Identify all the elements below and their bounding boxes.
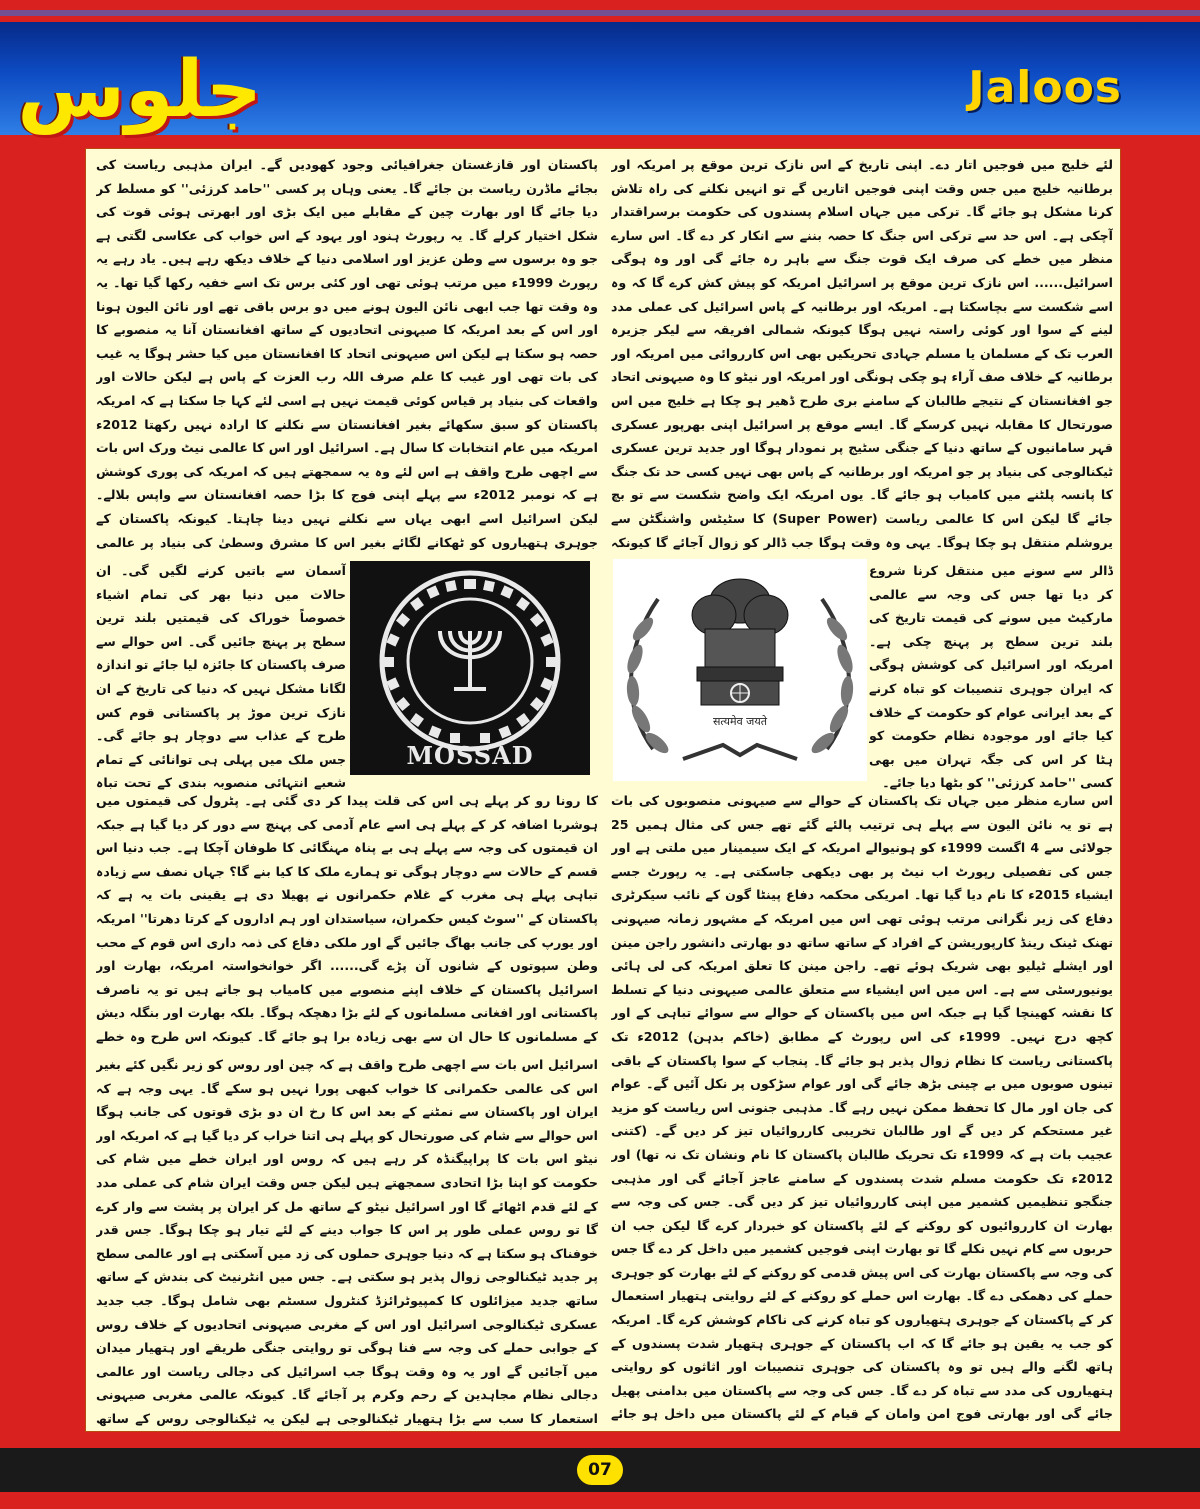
paragraph: اس سارے منظر میں جہاں تک پاکستان کے حوالے سے صیہونی منصوبوں کی بات ہے تو یہ نائن الیون سے پہلے ہی ترتیب پالئے گئے تھے جس کی مثال ہمیں 25 جولائی سے 4 اگست 1999ء کو ہونیوالے امریکہ کے ایک سیمینار میں ملتی ہے اور جس کی تفصیلی رپورٹ اب نیٹ پر بھی دیکھی جاسکتی ہے۔ یہ رپورٹ جسے ایشیاء 2015ء کا نام دیا گیا تھا۔ امریکی محکمہ دفاع پینٹا گون کے نائب سیکرٹری دفاع کی زیر نگرانی مرتب ہوئی تھی اس میں امریکہ کے مشہور زمانہ صیہونی تھنک ٹینک رینڈ کارپوریشن کے افراد کے ساتھ ساتھ دو بھارتی دانشور راجن مینن اور ایشلے ٹیلیو بھی شریک ہوئے تھے۔ راجن مینن کا تعلق امریکہ کی لی ہائی یونیورسٹی سے ہے۔ اس میں اس ایشیاء سے متعلق عالمی صیہونی دنیا کے تسلط کا نقشہ کھینچا گیا ہے جبکہ اس میں پاکستان کے حوالے سے سوائے تباہی کے اور کچھ درج نہیں۔ 1999ء کی اس رپورٹ کے مطابق (خاکم بدہن) 2012ء تک پاکستانی ریاست کا نظام زوال پذیر ہو جائے گا۔ پنجاب کے سوا پاکستان کے باقی تینوں صوبوں میں بے چینی بڑھ جائے گی اور عوام سڑکوں پر نکل آئیں گے۔ عوام کی جان اور مال کا تحفظ ممکن نہیں رہے گا۔ مذہبی جنونی اس ریاست کو مزید غیر مستحکم کر دیں گے اور طالبان تخریبی کارروائیاں تیز کر دیں گے۔ (کتنی عجیب بات ہے کہ 1999ء تک تحریک طالبان پاکستان کا نام ونشان تک نہ تھا) اور 2012ء تک حکومت مسلم شدت پسندوں کے سامنے عاجز آجائے گی اور مذہبی جنگجو تنظیمیں کشمیر میں اپنی کارروائیاں تیز کر دیں گی۔ جس کی وجہ سے بھارت ان کارروائیوں کو روکنے کے لئے پاکستان کو خبردار کرے گا لیکن جب ان حربوں سے کام نہیں نکلے گا تو بھارت اپنی فوجیں کشمیر میں داخل کر دے گا جس کی وجہ سے پاکستان بھارت کی اس پیش قدمی کو روکنے کے لئے بھارت کو جوہری حملے کی دھمکی دے گا۔ بھارت اس حملے کو روکنے کے لئے روایتی ہتھیار استعمال کر کے پاکستان کے جوہری ہتھیاروں کو تباہ کرنے کی ناکام کوشش کرے گا۔ امریکہ کو جب یہ یقین ہو جائے گا کہ اب پاکستان کے جوہری ہتھیار شدت پسندوں کے ہاتھ لگنے والے ہیں تو وہ پاکستان کی جوہری تنصیبات اور اثاثوں کو روایتی ہتھیاروں کی مدد سے تباہ کر دے گا۔ جس کی وجہ سے پاکستان میں بدامنی پھیل جائے گی اور بھارتی فوج امن وامان کے قیام کے لئے پاکستان میں داخل ہو جائے	[611, 793, 1113, 1422]
page-number-badge: 07	[574, 1452, 626, 1488]
mossad-emblem-figure	[350, 561, 590, 775]
brand-logo-urdu: جلوس	[17, 45, 262, 135]
article-body	[85, 148, 1121, 1432]
column-right	[611, 149, 1113, 1431]
emblem-wreath-icon	[613, 559, 867, 781]
india-emblem-figure	[613, 559, 867, 781]
top-decor-line	[0, 10, 1200, 16]
mossad-seal-icon	[350, 561, 590, 775]
paragraph: اسرائیل اس بات سے اچھی طرح واقف ہے کہ چین اور روس کو زیر نگیں کئے بغیر اس کی عالمی حکمرانی کا خواب کبھی پورا نہیں ہو سکے گا۔ یہی وجہ ہے کہ ایران اور پاکستان سے نمٹنے کے بعد اس کا رخ ان دو بڑی قوتوں کی جانب ہوگا اس حوالے سے شام کی صورتحال کو پہلے ہی اتنا خراب کر دیا گیا ہے کہ امریکہ اور نیٹو اس بات کا پراپیگنڈہ کر رہے ہیں کہ روس اور ایران خطے میں شام کی حکومت کو اپنا بڑا اتحادی سمجھتے ہیں لیکن جس وقت ایران شام کی عملی مدد کے لئے قدم اٹھائے گا اور اسرائیل نیٹو کے ساتھ مل کر ایران پر پشت سے وار کرے گا تو روس عملی طور پر اس کا جواب دینے کے لئے تیار ہو چکا ہوگا۔ جس قدر خوفناک ہو سکتا ہے کہ دنیا جوہری حملوں کی زد میں آسکتی ہے اور عالمی سطح پر جدید ٹیکنالوجی زوال پذیر ہو سکتی ہے۔ جس میں انٹرنیٹ کی بندش کے ساتھ ساتھ جدید میزائلوں کا کمپیوٹرائزڈ کنٹرول سسٹم بھی شامل ہوگا۔ جب جدید عسکری ٹیکنالوجی اسرائیل اور اس کے مغربی صیہونی اتحادیوں کے خلاف روس کے جوابی حملے کی وجہ سے فنا ہوگی تو روایتی جنگی طریقے اور ہتھیار میدان میں آجائیں گے اور یہ وہ وقت ہوگا جب اسرائیل کی دجالی ریاست اور عالمی دجالی نظام مجاہدین کے رحم وکرم پر آجائے گا۔ کیونکہ عالمی مغربی صیہونی استعمار کا سب سے بڑا ہتھیار ٹیکنالوجی ہے لیکن یہ ٹیکنالوجی روس کے ساتھ	[96, 1057, 598, 1426]
mossad-label: MOSSAD	[406, 741, 534, 770]
paragraph: پاکستان اور قازغستان جغرافیائی وجود کھودیں گے۔ ایران مذہبی ریاست کی بجائے ماڈرن ریاست بن جائے گا۔ یعنی وہاں پر کسی ''حامد کرزئی'' کو مسلط کر دیا جائے گا اور بھارت چین کے مقابلے میں ایک بڑی اور ابھرتی ہوئی قوت کی شکل اختیار کرلے گا۔ یہ رپورٹ ہنود اور یہود کے اس خواب کی عکاسی لگتی ہے جو وہ برسوں سے وطن عزیز اور اسلامی دنیا کے خلاف دیکھ رہے ہیں۔ یاد رہے یہ رپورٹ 1999ء میں مرتب ہوئی تھی اور کئی برس تک اسے خفیہ رکھا گیا تھا۔ یہ وہ وقت تھا جب ابھی نائن الیون ہونے میں دو برس باقی تھے اور نائن الیون ہونا اور اس کے بعد امریکہ کا صیہونی اتحادیوں کے ساتھ افغانستان آنا یہ منصوبے کا حصہ ہو سکتا ہے لیکن اس صیہونی اتحاد کا افغانستان میں کیا حشر ہوگا یہ غیب کی بات تھی اور غیب کا علم صرف اللہ رب العزت کے پاس ہے لیکن حالات اور واقعات کی بنیاد پر قیاس کوئی قیمت نہیں ہے اسی لئے کہا جا سکتا ہے کہ امریکہ پاکستان کو سبق سکھائے بغیر افغانستان سے نکلنے کا ارادہ نہیں رکھتا 2012ء امریکہ میں عام انتخابات کا سال ہے۔ اسرائیل اور اس کا عالمی نیٹ ورک اس بات سے اچھی طرح واقف ہے اس لئے وہ یہ سمجھتے ہیں کہ امریکہ کی پوری کوشش ہے کہ نومبر 2012ء سے پہلے اپنی فوج کا بڑا حصہ افغانستان سے واپس بلالے۔ لیکن اسرائیل اسے ابھی یہاں سے نکلنے نہیں دینا چاہتا۔ کیونکہ پاکستان کے جوہری ہتھیاروں کو ٹھکانے لگائے بغیر اس کا مشرق وسطیٰ کی بنیاد پر عالمی	[96, 157, 598, 550]
page-footer	[0, 1440, 1200, 1509]
emblem-motto: सत्यमेव जयते	[712, 715, 768, 728]
paragraph: لئے خلیج میں فوجیں اتار دے۔ اپنی تاریخ کے اس نازک ترین موقع پر امریکہ اور برطانیہ خلیج میں جس وقت اپنی فوجیں اتاریں گے تو انہیں نکلنے کی راہ تلاش کرنا مشکل ہو جائے گا۔ ترکی میں جہاں اسلام پسندوں کی حکومت برسراقتدار آچکی ہے۔ اس حد سے ترکی اس جنگ کا حصہ بننے سے انکار کر دے گا۔ اس سارے منظر میں خطے کی صرف ایک قوت جنگ سے باہر رہ جائے گی اور وہ ہوگی اسرائیل...... اس نازک ترین موقع پر اسرائیل امریکہ کو پیش کش کرے گا کہ وہ اسے شکست سے بچاسکتا ہے۔ امریکہ اور برطانیہ کے پاس اسرائیل کی عملی مدد لینے کے سوا اور کوئی راستہ نہیں ہوگا کیونکہ شمالی افریقہ سے لیکر جزیرہ العرب تک کے مسلمان یا مسلم جہادی تحریکیں بھی اس کارروائی میں امریکہ اور برطانیہ کے خلاف صف آراء ہو چکی ہونگی اور امریکہ اور نیٹو کا وہ صیہونی اتحاد جو افغانستان کے نتیجے طالبان کے سامنے بری طرح ڈھیر ہو چکا ہے خلیج میں اس صورتحال کا مقابلہ نہیں کرسکے گا۔ ایسے موقع پر اسرائیل اپنی بھرپور عسکری قہر سامانیوں کے ساتھ دنیا کے جنگی سٹیج پر نمودار ہوگا اور جدید ترین عسکری ٹیکنالوجی کی بنیاد پر جو امریکہ اور برطانیہ کے پاس بھی نہیں کسی حد تک جنگ کا پانسہ پلٹنے میں کامیاب ہو جائے گا۔ یوں امریکہ ایک واضح شکست سے تو بچ جائے گا لیکن اس کا عالمی ریاست (Super Power) کا سٹیٹس واشنگٹن سے یروشلم منتقل ہو چکا ہوگا۔ یہی وہ وقت ہوگا جب ڈالر کو زوال آجائے گا کیونکہ	[611, 157, 1113, 550]
wrapped-paragraph: آسمان سے باتیں کرنے لگیں گی۔ ان حالات میں دنیا بھر کی تمام اشیاء خصوصاً خوراک کی قیمتیں بلند ترین سطح پر پہنچ جائیں گی۔ اس حوالے سے صرف پاکستان کا جائزہ لیا جائے تو اندازہ لگانا مشکل نہیں کہ دنیا کی تاریخ کے ان نازک ترین موڑ پر پاکستانی قوم کس طرح کے عذاب سے دوچار ہو جائے گی۔ جس ملک میں پہلی ہی توانائی کے تمام شعبے انتہائی منصوبہ بندی کے تحت تباہ	[96, 563, 346, 791]
brand-logo-latin: Jaloos	[968, 62, 1122, 113]
column-left	[96, 149, 598, 1431]
paragraph: کا رونا رو کر پہلے ہی اس کی قلت پیدا کر دی گئی ہے۔ پٹرول کی قیمتوں میں ہوشربا اضافہ کر کے پہلے ہی اسے عام آدمی کی پہنچ سے دور کر دیا گیا ہے جبکہ ان قیمتوں کی وجہ سے پہلے ہی بے پناہ مہنگائی کا طوفان آچکا ہے۔ جب دنیا اس قسم کے حالات سے دوچار ہوگی تو ہمارے ملک کا کیا بنے گا؟ جہاں نصف سے زیادہ تباہی پہلے ہی مغرب کے غلام حکمرانوں نے پھیلا دی ہے یقینی بات یہ ہے کہ پاکستان کے ''سوٹ کیس حکمران، سیاستدان اور ہم اداروں کے کرتا دھرتا'' امریکہ اور یورپ کی جانب بھاگ جائیں گے اور ملکی دفاع کی ذمہ داری اس قوم کے محب وطن سپوتوں کے شانوں آن پڑے گی...... اگر خوانخواستہ امریکہ، بھارت اور اسرائیل پاکستان کے خلاف اپنے منصوبے میں کامیاب ہو جاتے ہیں تو یہ ناصرف پاکستانی اور افغانی مسلمانوں کے لئے بڑا دھچکہ ہوگا۔ بلکہ بھارت اور بنگلہ دیش کے مسلمانوں کا حال ان سے بھی زیادہ برا ہو جائے گا۔ کیونکہ اس طرح وہ خطے	[96, 793, 598, 1044]
wrapped-paragraph: ڈالر سے سونے میں منتقل کرنا شروع کر دیا تھا جس کی وجہ سے عالمی مارکیٹ میں سونے کی قیمت تاریخ کی بلند ترین سطح پر پہنچ چکی ہے۔ امریکہ اور اسرائیل کی کوشش ہوگی کہ ایران جوہری تنصیبات کو تباہ کرنے کے بعد ایرانی عوام کو حکومت کے خلاف کیا جائے اور موجودہ نظام حکومت کو ہٹا کر اس کی جگہ تہران میں بھی کسی ''حامد کرزئی'' کو بٹھا دیا جائے۔	[869, 563, 1113, 791]
